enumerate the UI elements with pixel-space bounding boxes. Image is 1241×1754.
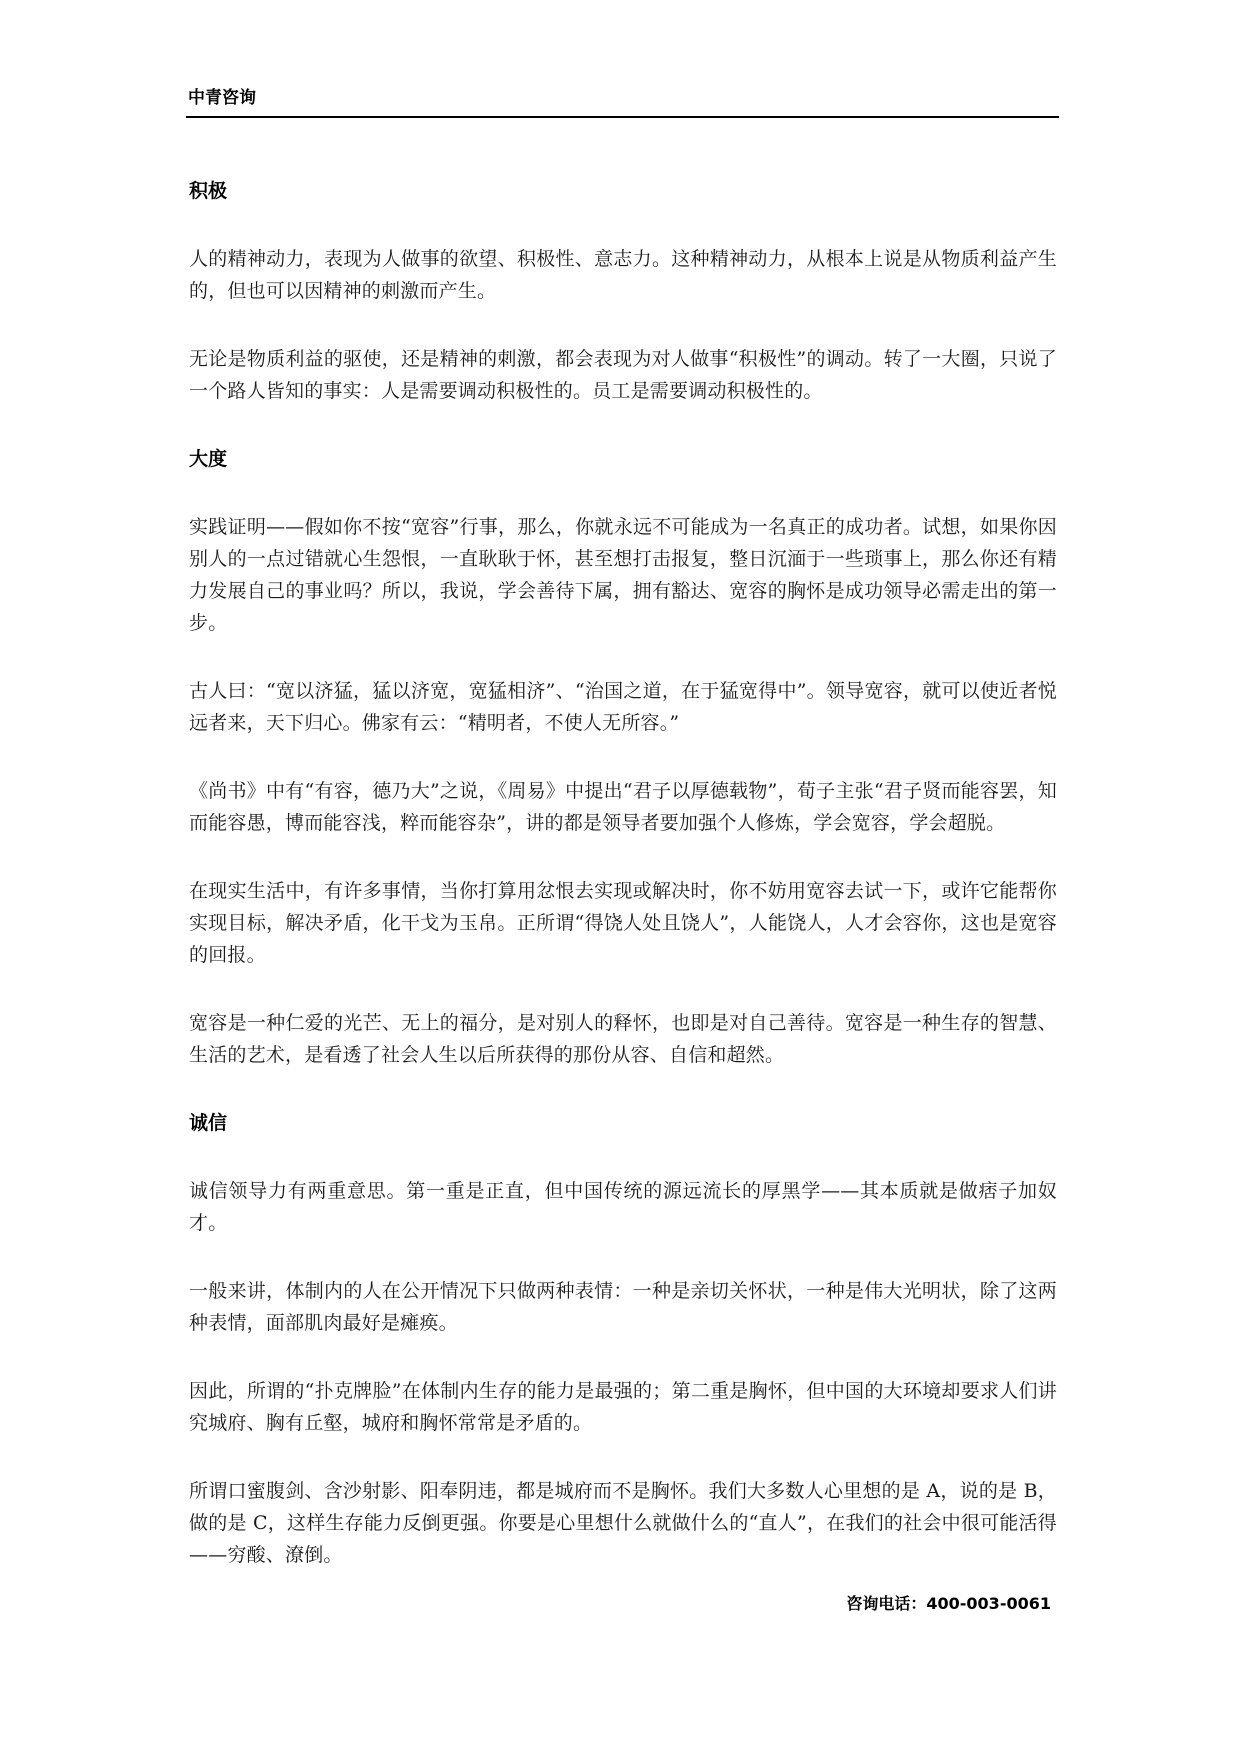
paragraph: 古人曰：“宽以济猛，猛以济宽，宽猛相济”、“治国之道，在于猛宽得中”。领导宽容，就可以使近者悦远者来，天下归心。佛家有云：“精明者，不使人无所容。” [189,680,1057,734]
section-chengxin [189,1107,1057,1571]
section-heading: 大度 [189,448,228,470]
paragraph: 宽容是一种仁爱的光芒、无上的福分，是对别人的释怀，也即是对自己善待。宽容是一种生存的智慧、生活的艺术，是看透了社会人生以后所获得的那份从容、自信和超然。 [189,1012,1057,1066]
page-header [186,86,1059,118]
paragraph: 《尚书》中有“有容，德乃大”之说，《周易》中提出“君子以厚德载物”，荀子主张“君子贤而能容罢，知而能容愚，博而能容浅，粹而能容杂”，讲的都是领导者要加强个人修炼，学会宽容，学会超脱。 [189,780,1057,834]
section-jiji [189,175,1057,407]
paragraph: 诚信领导力有两重意思。第一重是正直，但中国传统的源远流长的厚黑学——其本质就是做痞子加奴才。 [189,1180,1057,1234]
paragraph: 因此，所谓的“扑克牌脸”在体制内生存的能力是最强的；第二重是胸怀，但中国的大环境却要求人们讲究城府、胸有丘壑，城府和胸怀常常是矛盾的。 [189,1380,1057,1434]
paragraph: 实践证明——假如你不按“宽容”行事，那么，你就永远不可能成为一名真正的成功者。试想，如果你因别人的一点过错就心生怨恨，一直耿耿于怀，甚至想打击报复，整日沉湎于一些琐事上，那么你还有精力发展自己的事业吗？所以，我说，学会善待下属，拥有豁达、宽容的胸怀是成功领导必需走出的第一步。 [189,516,1057,634]
paragraph: 人的精神动力，表现为人做事的欲望、积极性、意志力。这种精神动力，从根本上说是从物质利益产生的，但也可以因精神的刺激而产生。 [189,248,1057,302]
footer-contact: 咨询电话：400-003-0061 [846,1594,1051,1613]
document-body [189,175,1057,1607]
paragraph: 无论是物质利益的驱使，还是精神的刺激，都会表现为对人做事“积极性”的调动。转了一大圈，只说了一个路人皆知的事实：人是需要调动积极性的。员工是需要调动积极性的。 [189,348,1057,402]
header-title: 中青咨询 [188,88,256,108]
paragraph: 在现实生活中，有许多事情，当你打算用忿恨去实现或解决时，你不妨用宽容去试一下，或许它能帮你实现目标，解决矛盾，化干戈为玉帛。正所谓“得饶人处且饶人”，人能饶人，人才会容你，这也是宽容的回报。 [189,880,1057,966]
section-heading: 积极 [189,180,228,202]
paragraph: 所谓口蜜腹剑、含沙射影、阳奉阴违，都是城府而不是胸怀。我们大多数人心里想的是 A，说的是 B，做的是 C，这样生存能力反倒更强。你要是心里想什么就做什么的“直人”，在我们的社会中很可能活得——穷酸、潦倒。 [189,1480,1057,1566]
section-dadu [189,443,1057,1071]
paragraph: 一般来讲，体制内的人在公开情况下只做两种表情：一种是亲切关怀状，一种是伟大光明状，除了这两种表情，面部肌肉最好是瘫痪。 [189,1280,1057,1334]
section-heading: 诚信 [189,1112,228,1134]
